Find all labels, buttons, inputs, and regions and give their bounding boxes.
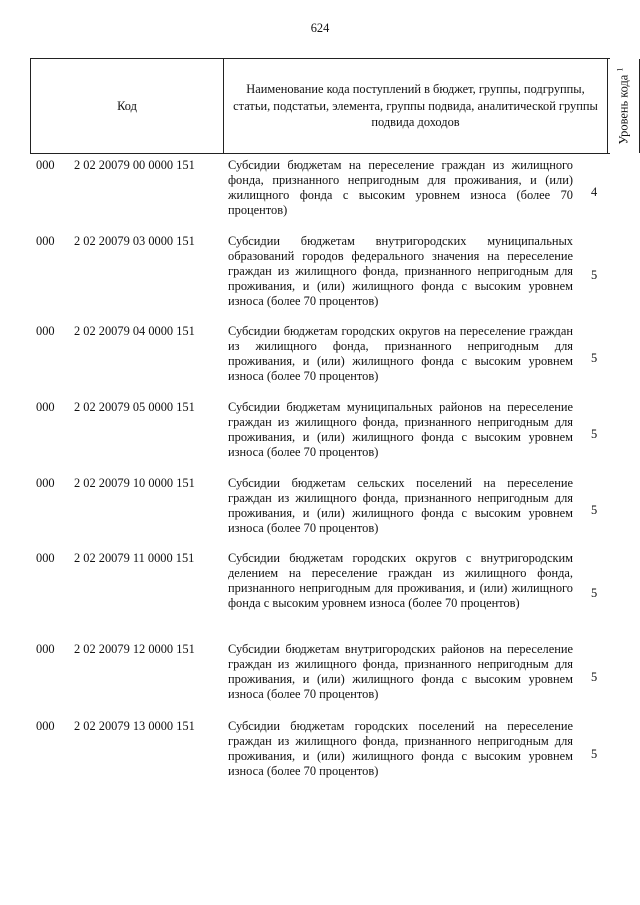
row-admin-code: 000 [36,324,55,338]
row-income-code: 2 02 20079 12 0000 151 [74,642,195,656]
row-admin-code: 000 [36,400,55,414]
row-income-code: 2 02 20079 05 0000 151 [74,400,195,414]
row-level: 5 [591,747,598,761]
page-number: 624 [310,21,330,35]
row-level: 5 [591,268,598,282]
row-name: Субсидии бюджетам городских поселений на переселение граждан из жилищного фонда, признанного непригодным для проживания, и (или) жилищного фонда с высоким уровнем износа (более 70 процентов) [228,719,573,779]
row-name: Субсидии бюджетам городских округов с внутригородским делением на переселение граждан из жилищного фонда, признанного непригодным для проживания, и (или) жилищного фонда с высоким уровнем износа (более 70 процентов) [228,551,573,611]
row-name: Субсидии бюджетам сельских поселений на переселение граждан из жилищного фонда, признанного непригодным для проживания, и (или) жилищного фонда с высоким уровнем износа (более 70 процентов) [228,476,573,536]
row-name: Субсидии бюджетам внутригородских районов на переселение граждан из жилищного фонда, признанного непригодным для проживания, и (или) жилищного фонда с высоким уровнем износа (более 70 процентов) [228,642,573,702]
row-name: Субсидии бюджетам на переселение граждан из жилищного фонда, признанного непригодным для проживания, и (или) жилищного фонда с высоким уровнем износа (более 70 процентов) [228,158,573,218]
row-name: Субсидии бюджетам городских округов на переселение граждан из жилищного фонда, признанного непригодным для проживания, и (или) жилищного фонда с высоким уровнем износа (более 70 процентов) [228,324,573,384]
header-code: Код [30,59,224,153]
row-income-code: 2 02 20079 11 0000 151 [74,551,195,565]
row-income-code: 2 02 20079 00 0000 151 [74,158,195,172]
row-admin-code: 000 [36,551,55,565]
row-income-code: 2 02 20079 03 0000 151 [74,234,195,248]
row-admin-code: 000 [36,719,55,733]
header-level-label: Уровень кода [616,74,631,145]
row-level: 5 [591,586,598,600]
row-name: Субсидии бюджетам муниципальных районов на переселение граждан из жилищного фонда, признанного непригодным для проживания, и (или) жилищного фонда с высоким уровнем износа (более 70 процентов) [228,400,573,460]
header-level-footnote: 1 [615,67,625,72]
row-level: 5 [591,670,598,684]
row-level: 5 [591,351,598,365]
row-income-code: 2 02 20079 13 0000 151 [74,719,195,733]
row-admin-code: 000 [36,158,55,172]
row-admin-code: 000 [36,642,55,656]
row-level: 5 [591,503,598,517]
row-admin-code: 000 [36,476,55,490]
row-income-code: 2 02 20079 04 0000 151 [74,324,195,338]
row-level: 5 [591,427,598,441]
header-name: Наименование кода поступлений в бюджет, группы, подгруппы, статьи, подстатьи, элемента, группы подвида, аналитической группы подвида доходов [224,59,608,153]
row-level: 4 [591,185,598,199]
row-admin-code: 000 [36,234,55,248]
header-level [608,59,640,153]
table-header [30,58,631,154]
row-income-code: 2 02 20079 10 0000 151 [74,476,195,490]
row-name: Субсидии бюджетам внутригородских муниципальных образований городов федерального значения на переселение граждан из жилищного фонда, признанного непригодным для проживания, и (или) жилищного фонда с высоким уровнем износа (более 70 процентов) [228,234,573,309]
